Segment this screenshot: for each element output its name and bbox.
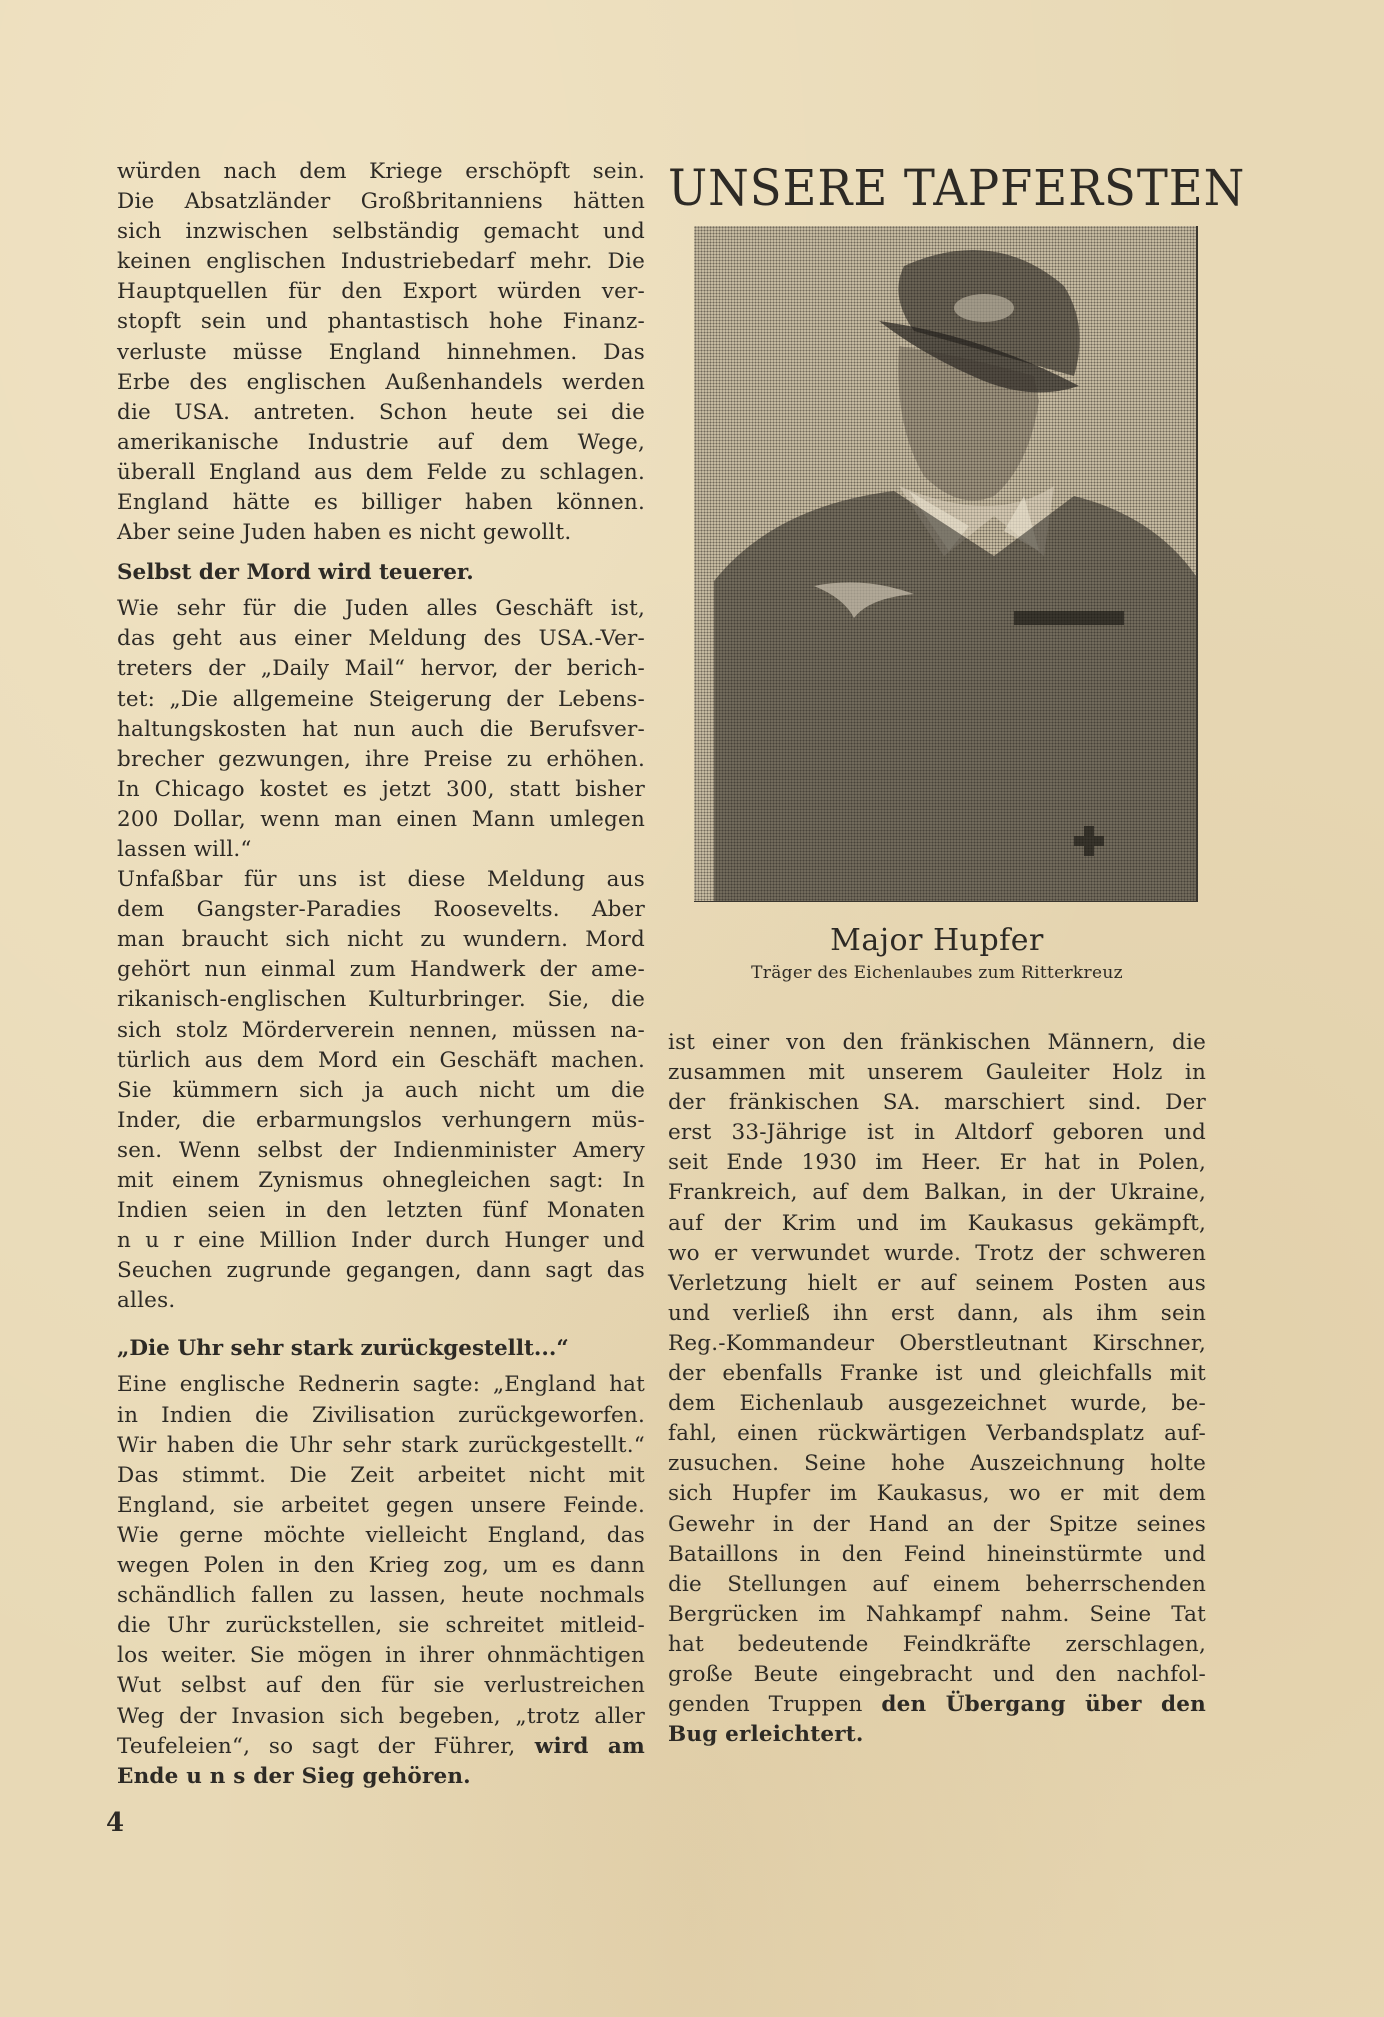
text-line: der ebenfalls Franke ist und gleichfalls mit [668, 1361, 1206, 1387]
text-line: überall England aus dem Felde zu schlagen. [117, 459, 645, 485]
text-line: in Indien die Zivilisation zurückgeworfen. [117, 1402, 645, 1428]
text-run-bold: wird am [515, 1733, 645, 1759]
text-line: mit einem Zynismus ohnegleichen sagt: In [117, 1168, 645, 1193]
text-line: Weg der Invasion sich begeben, „trotz aller [117, 1703, 645, 1729]
text-line: dem Eichenlaub ausgezeichnet wurde, be- [668, 1391, 1206, 1417]
text-line: die Uhr zurückstellen, sie schreitet mitleid- [117, 1613, 645, 1639]
text-line: würden nach dem Kriege erschöpft sein. [117, 159, 645, 184]
text-line [117, 1732, 645, 1762]
paragraph-2 [117, 594, 645, 865]
text-line: zusuchen. Seine hohe Auszeichnung holte [668, 1451, 1206, 1477]
text-line: brecher gezwungen, ihre Preise zu erhöhen. [117, 746, 645, 772]
text-line: Frankreich, auf dem Balkan, in der Ukraine, [668, 1180, 1206, 1206]
headline: UNSERE TAPFERSTEN [668, 159, 1246, 217]
biography-paragraph [668, 1028, 1206, 1750]
text-line: das geht aus einer Meldung des USA.-Ver- [117, 626, 645, 652]
text-line: Gewehr in der Hand an der Spitze seines [668, 1511, 1206, 1537]
caption-subtitle: Träger des Eichenlaubes zum Ritterkreuz [751, 963, 1123, 983]
text-line: Unfaßbar für uns ist diese Meldung aus [117, 867, 645, 893]
text-line: Indien seien in den letzten fünf Monaten [117, 1198, 645, 1224]
text-line: Das stimmt. Die Zeit arbeitet nicht mit [117, 1462, 645, 1488]
text-line: England hätte es billiger haben können. [117, 490, 645, 516]
text-line: los weiter. Sie mögen in ihrer ohnmächtigen [117, 1643, 645, 1669]
text-line: Wie gerne möchte vielleicht England, das [117, 1522, 645, 1548]
text-line: man braucht sich nicht zu wundern. Mord [117, 927, 645, 953]
text-line: Seuchen zugrunde gegangen, dann sagt das [117, 1258, 645, 1284]
paragraph-3 [117, 865, 645, 1316]
text-line: England, sie arbeitet gegen unsere Feinde. [117, 1492, 645, 1518]
text-line: amerikanische Industrie auf dem Wege, [117, 429, 645, 455]
text-run: genden Truppen [668, 1692, 882, 1718]
text-line: zusammen mit unserem Gauleiter Holz in [668, 1060, 1206, 1086]
subheading-mord: Selbst der Mord wird teuerer. [117, 560, 474, 586]
text-line: 200 Dollar, wenn man einen Mann umlegen [117, 806, 645, 832]
text-line: die Stellungen auf einem beherrschenden [668, 1571, 1206, 1597]
portrait-illustration [694, 226, 1196, 901]
text-line: gehört nun einmal zum Handwerk der ame- [117, 957, 645, 983]
text-line: Sie kümmern sich ja auch nicht um die [117, 1077, 645, 1103]
text-line-bold: Ende u n s der Sieg gehören. [117, 1763, 471, 1789]
subheading-uhr: „Die Uhr sehr stark zurückgestellt...“ [117, 1336, 569, 1362]
text-line: Eine englische Rednerin sagte: „England hat [117, 1372, 645, 1398]
text-line: seit Ende 1930 im Heer. Er hat in Polen, [668, 1150, 1206, 1176]
text-line: Inder, die erbarmungslos verhungern müs- [117, 1107, 645, 1133]
left-column [117, 157, 645, 1792]
text-line: fahl, einen rückwärtigen Verbandsplatz auf- [668, 1421, 1206, 1447]
text-run-bold: den Übergang über den [881, 1692, 1206, 1718]
text-line: sen. Wenn selbst der Indienminister Amery [117, 1137, 645, 1163]
text-line: türlich aus dem Mord ein Geschäft machen. [117, 1047, 645, 1073]
text-line: wo er verwundet wurde. Trotz der schweren [668, 1240, 1206, 1266]
text-line: dem Gangster-Paradies Roosevelts. Aber [117, 897, 645, 923]
text-line: Bataillons in den Feind hineinstürmte und [668, 1541, 1206, 1567]
text-line: Hauptquellen für den Export würden ver- [117, 279, 645, 305]
text-line: Bergrücken im Nahkampf nahm. Seine Tat [668, 1601, 1206, 1627]
paragraph-1 [117, 157, 645, 548]
text-line: Verletzung hielt er auf seinem Posten aus [668, 1270, 1206, 1296]
text-line: lassen will.“ [117, 836, 252, 862]
text-line: treters der „Daily Mail“ hervor, der berich- [117, 656, 645, 682]
text-line: Wut selbst auf den für sie verlustreichen [117, 1673, 645, 1699]
text-line: auf der Krim und im Kaukasus gekämpft, [668, 1210, 1206, 1236]
text-line: hat bedeutende Feindkräfte zerschlagen, [668, 1631, 1206, 1657]
text-line: Die Absatzländer Großbritanniens hätten [117, 189, 645, 215]
text-line: rikanisch-englischen Kulturbringer. Sie, die [117, 987, 645, 1013]
page-number: 4 [106, 1808, 125, 1838]
text-line: sich stolz Mörderverein nennen, müssen na- [117, 1017, 645, 1043]
portrait-photo [694, 226, 1198, 902]
text-run: Teufeleien“, so sagt der Führer, [117, 1733, 516, 1759]
text-line: der fränkischen SA. marschiert sind. Der [668, 1090, 1206, 1116]
text-line-bold: Bug erleichtert. [668, 1722, 864, 1748]
text-line: tet: „Die allgemeine Steigerung der Lebens- [117, 686, 645, 712]
text-line: haltungskosten hat nun auch die Berufsver- [117, 716, 645, 742]
text-line: keinen englischen Industriebedarf mehr. Die [117, 249, 645, 275]
caption-name: Major Hupfer [830, 923, 1044, 958]
text-line: n u r eine Million Inder durch Hunger und [117, 1228, 645, 1254]
text-line [668, 1690, 1206, 1720]
paragraph-4 [117, 1370, 645, 1791]
text-line: sich Hupfer im Kaukasus, wo er mit dem [668, 1481, 1206, 1507]
text-line: Wie sehr für die Juden alles Geschäft ist, [117, 596, 645, 622]
text-line: Wir haben die Uhr sehr stark zurückgestellt.“ [117, 1432, 645, 1458]
text-line: Reg.-Kommandeur Oberstleutnant Kirschner, [668, 1330, 1206, 1356]
text-line: alles. [117, 1288, 176, 1314]
text-line: In Chicago kostet es jetzt 300, statt bisher [117, 776, 645, 802]
text-line: ist einer von den fränkischen Männern, die [668, 1030, 1206, 1055]
text-line: stopft sein und phantastisch hohe Finanz- [117, 309, 645, 335]
text-line: schändlich fallen zu lassen, heute nochmals [117, 1583, 645, 1609]
text-line: wegen Polen in den Krieg zog, um es dann [117, 1553, 645, 1579]
text-line: sich inzwischen selbständig gemacht und [117, 219, 645, 245]
text-line: erst 33-Jährige ist in Altdorf geboren und [668, 1120, 1206, 1146]
text-line: Aber seine Juden haben es nicht gewollt. [117, 520, 572, 546]
right-column [668, 159, 1246, 1750]
text-line: die USA. antreten. Schon heute sei die [117, 399, 645, 425]
text-line: verluste müsse England hinnehmen. Das [117, 339, 645, 365]
text-line: Erbe des englischen Außenhandels werden [117, 369, 645, 395]
text-line: und verließ ihn erst dann, als ihm sein [668, 1300, 1206, 1326]
text-line: große Beute eingebracht und den nachfol- [668, 1661, 1206, 1687]
